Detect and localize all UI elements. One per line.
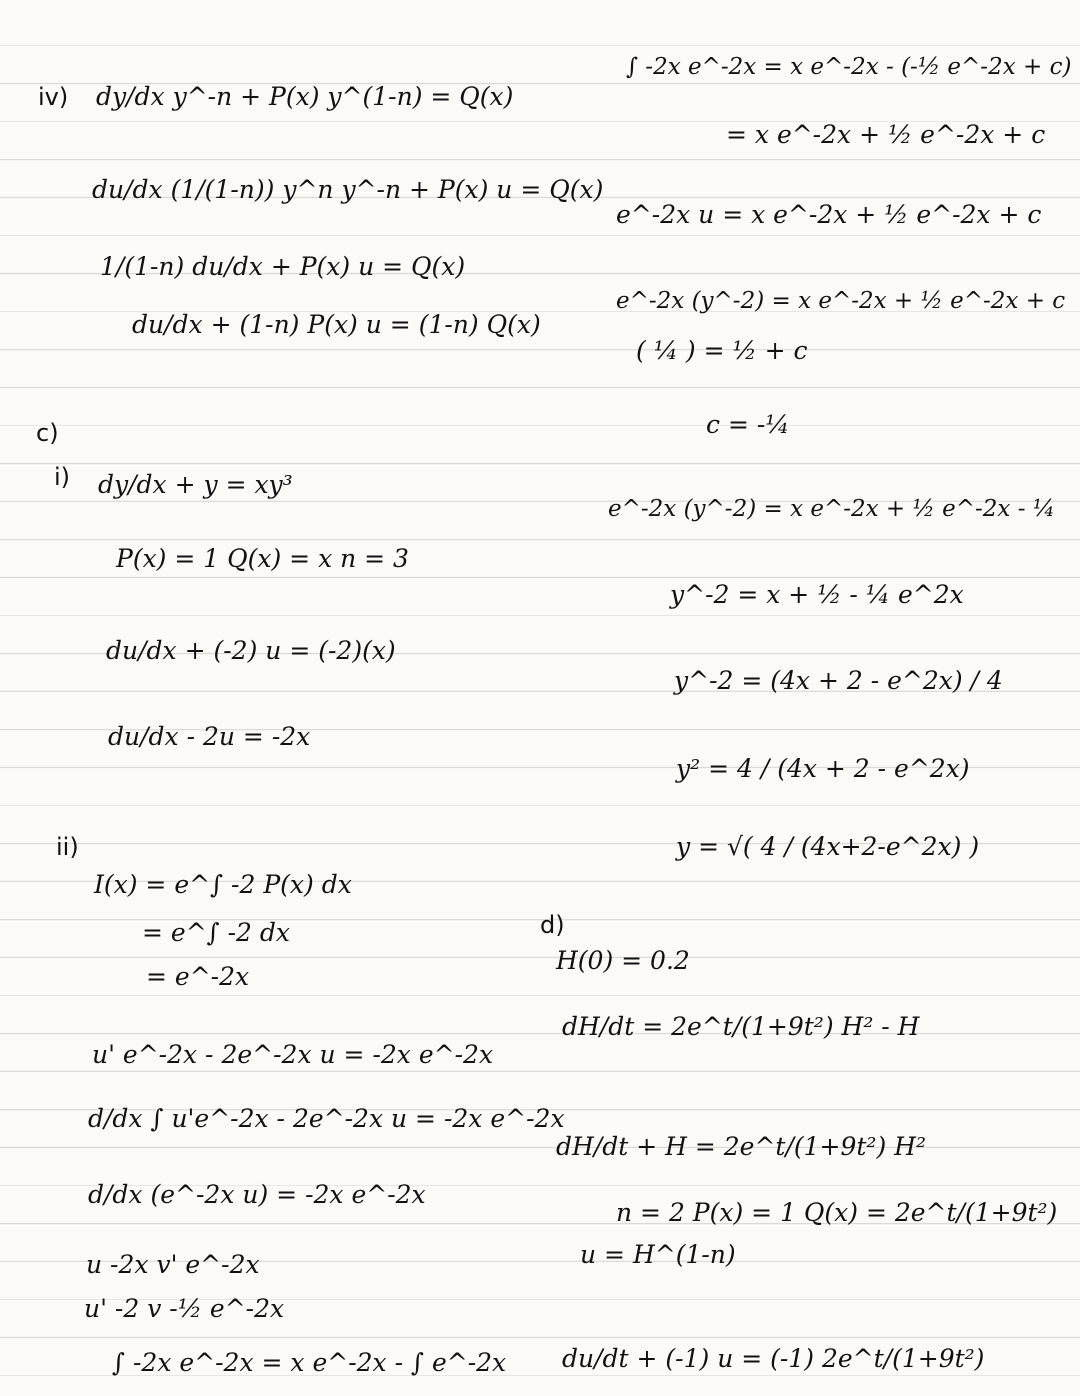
- equation-line: du/dx + (1-n) P(x) u = (1-n) Q(x): [132, 310, 541, 339]
- part-iv-label: iv): [38, 83, 69, 111]
- equation-line: du/dx + (-2) u = (-2)(x): [106, 636, 396, 665]
- equation-line: I(x) = e^∫ -2 P(x) dx: [94, 870, 352, 899]
- part-d-label: d): [540, 911, 565, 939]
- part-c-label: c): [36, 419, 59, 447]
- equation-line: dH/dt + H = 2e^t/(1+9t²) H²: [556, 1132, 926, 1161]
- equation-line: y² = 4 / (4x + 2 - e^2x): [676, 754, 970, 783]
- equation-line: 1/(1-n) du/dx + P(x) u = Q(x): [100, 252, 466, 281]
- equation-line: du/dx - 2u = -2x: [108, 722, 311, 751]
- equation-line: e^-2x (y^-2) = x e^-2x + ½ e^-2x - ¼: [608, 496, 1056, 522]
- equation-line: e^-2x (y^-2) = x e^-2x + ½ e^-2x + c: [616, 288, 1066, 314]
- equation-line: u = H^(1-n): [580, 1240, 736, 1269]
- equation-line: ( ¼ ) = ½ + c: [636, 336, 808, 365]
- equation-line: = x e^-2x + ½ e^-2x + c: [726, 120, 1046, 149]
- equation-line: = e^-2x: [146, 962, 250, 991]
- equation-line: u' e^-2x - 2e^-2x u = -2x e^-2x: [92, 1040, 494, 1069]
- equation-line: d/dx (e^-2x u) = -2x e^-2x: [88, 1180, 426, 1209]
- equation-line: dy/dx + y = xy³: [98, 470, 293, 499]
- part-ii-label: ii): [56, 833, 79, 861]
- equation-line: n = 2 P(x) = 1 Q(x) = 2e^t/(1+9t²): [616, 1198, 1058, 1227]
- equation-line: e^-2x u = x e^-2x + ½ e^-2x + c: [616, 200, 1042, 229]
- equation-line: P(x) = 1 Q(x) = x n = 3: [116, 544, 409, 573]
- equation-line: = e^∫ -2 dx: [142, 918, 291, 947]
- equation-line: H(0) = 0.2: [556, 946, 690, 975]
- equation-line: c = -¼: [706, 410, 790, 439]
- equation-line: u' -2 v -½ e^-2x: [84, 1294, 285, 1323]
- equation-line: du/dt + (-1) u = (-1) 2e^t/(1+9t²): [562, 1344, 985, 1373]
- equation-line: dy/dx y^-n + P(x) y^(1-n) = Q(x): [96, 82, 514, 111]
- equation-line: d/dx ∫ u'e^-2x - 2e^-2x u = -2x e^-2x: [88, 1104, 565, 1133]
- part-i-label: i): [54, 463, 71, 491]
- equation-line: du/dx (1/(1-n)) y^n y^-n + P(x) u = Q(x): [92, 175, 604, 204]
- equation-line: ∫ -2x e^-2x = x e^-2x - (-½ e^-2x + c): [626, 54, 1072, 80]
- equation-line: y^-2 = (4x + 2 - e^2x) / 4: [674, 666, 1003, 695]
- equation-line: y^-2 = x + ½ - ¼ e^2x: [670, 580, 964, 609]
- equation-line: ∫ -2x e^-2x = x e^-2x - ∫ e^-2x: [112, 1348, 507, 1377]
- equation-line: y = √( 4 / (4x+2-e^2x) ): [676, 832, 980, 861]
- equation-line: dH/dt = 2e^t/(1+9t²) H² - H: [562, 1012, 920, 1041]
- equation-line: u -2x v' e^-2x: [86, 1250, 260, 1279]
